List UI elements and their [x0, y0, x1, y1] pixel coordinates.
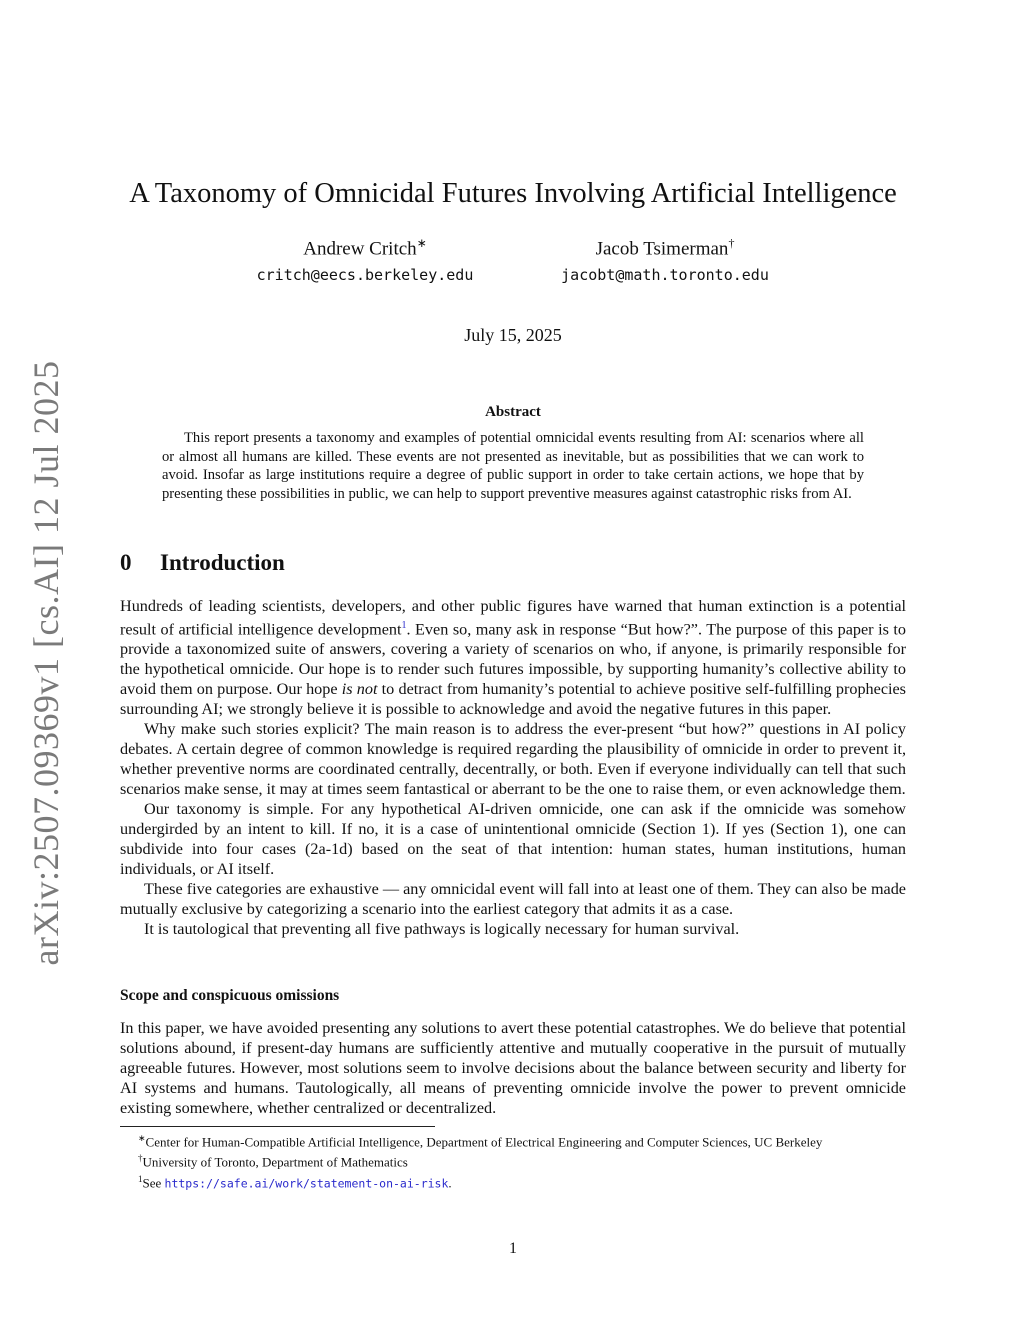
author-name: Andrew Critch [303, 238, 417, 260]
author-block [240, 236, 490, 284]
paragraph: These five categories are exhaustive — any omnicidal event will fall into at least one of them. They can also be made mutually exclusive by categorizing a scenario into the earliest category that admits it as a case. [120, 880, 906, 919]
paragraph: Why make such stories explicit? The main reason is to address the ever-present “but how?” questions in AI policy debates. A certain degree of common knowledge is required regarding the plausibility of omnicide in order to prevent it, whether preventive norms are coordinated centrally, decentrally, or both. Even if everyone individually can tell that such scenarios make sense, it may at times seem fantastical or aberrant to be the one to raise them, or even acknowledge them. [120, 720, 906, 799]
author-name: Jacob Tsimerman [595, 238, 729, 260]
paragraph: It is tautological that preventing all five pathways is logically necessary for human survival. [144, 920, 740, 939]
footnote-link[interactable]: https://safe.ai/work/statement-on-ai-risk [164, 1175, 449, 1190]
footnote: †University of Toronto, Department of Mathematics [138, 1153, 408, 1170]
section-title: Introduction [160, 550, 285, 575]
abstract-heading: Abstract [485, 404, 541, 420]
author-mark: ∗ [416, 236, 427, 250]
footnotes [120, 1130, 906, 1191]
arxiv-sidebar [18, 360, 74, 965]
author-block [540, 236, 790, 284]
footnote-ref[interactable]: 1 [401, 620, 407, 631]
author-email: critch@eecs.berkeley.edu [256, 266, 474, 285]
paper-date: July 15, 2025 [464, 325, 562, 345]
abstract-text: This report presents a taxonomy and examples of potential omnicidal events resulting from AI: scenarios where all or almost all humans are killed. These events are not presented as inevitable, but as possibilities that we can work to avoid. Insofar as large institutions require a degree of public support in order to take certain actions, we hope that by presenting these possibilities in public, we can help to support preventive measures against catastrophic risks from AI. [162, 430, 864, 502]
introduction-body [120, 596, 906, 939]
footnote: $^1$See https://safe.ai/work/statement-on-ai-risk. [138, 1173, 452, 1190]
paragraph: In this paper, we have avoided presenting any solutions to avert these potential catastrophes. We do believe that potential solutions abound, if present-day humans are sufficiently attentive and mutually cooperative in the pursuit of mutually agreeable futures. However, most solutions seem to involve decisions about the balance between security and liberty for AI systems and humans. Tautologically, all means of preventing omnicide involve the power to prevent omnicide existing somewhere, whether centralized or decentralized. [120, 1019, 906, 1117]
section-number: 0 [120, 550, 132, 575]
author-mark: † [728, 236, 735, 250]
section-heading [120, 550, 285, 576]
author-email: jacobt@math.toronto.edu [561, 266, 769, 285]
scope-body [120, 1018, 906, 1118]
paragraph: Our taxonomy is simple. For any hypothetical AI-driven omnicide, one can ask if the omnicide was somehow undergirded by an intent to kill. If no, it is a case of unintentional omnicide (Section 1). If yes (Section 1), one can subdivide into four cases (2a-1d) based on the seat of that intention: human states, human institutions, human individuals, or AI itself. [120, 800, 906, 879]
footnote: ∗Center for Human-Compatible Artificial Intelligence, Department of Electrical Engineering and Computer Sciences, UC Berkeley [138, 1133, 823, 1150]
footnote-rule [120, 1126, 435, 1127]
paragraph: Hundreds of leading scientists, developers, and other public figures have warned that human extinction is a potential result of artificial intelligence development$^1$. Even so, many ask in response “But how?”. The purpose of this paper is to provide a taxonomized suite of answers, covering a variety of scenarios on who, if anyone, is primarily responsible for the hypothetical omnicide. Our hope is to render such futures impossible, by supporting humanity’s collective ability to avoid them on purpose. Our hope is not to detract from humanity’s potential to achieve positive self-fulfilling prophecies surrounding AI; we strongly believe it is possible to acknowledge and avoid the negative futures in this paper. [120, 597, 906, 719]
subsection-heading: Scope and conspicuous omissions [120, 987, 340, 1004]
arxiv-identifier: arXiv:2507.09369v1 [cs.AI] 12 Jul 2025 [26, 360, 66, 965]
page-number: 1 [509, 1240, 517, 1257]
paper-title: A Taxonomy of Omnicidal Futures Involving Artificial Intelligence [129, 178, 897, 209]
